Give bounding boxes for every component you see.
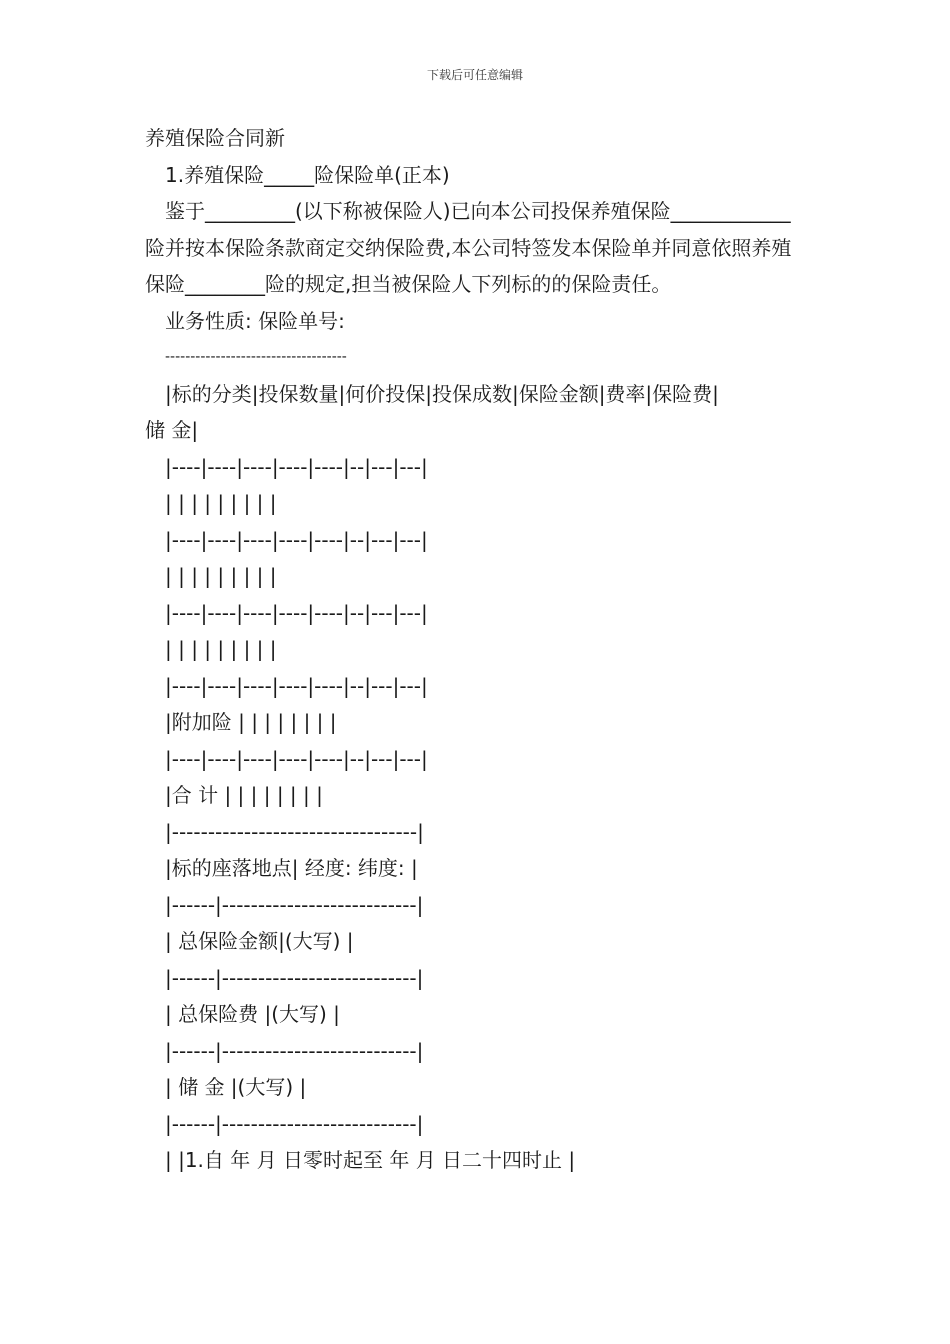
table-row: |标的座落地点| 经度: 纬度: |: [165, 856, 418, 880]
dash-rule: ------------------------------------: [165, 349, 347, 365]
table-row: |附加险 | | | | | | | |: [165, 710, 337, 734]
table-row: |----|----|----|----|----|--|---|---|: [165, 746, 428, 771]
table-row: | | | | | | | | |: [165, 564, 277, 588]
table-header-line-2: 储 金|: [145, 418, 199, 442]
table-row: |合 计 | | | | | | | |: [165, 783, 323, 807]
table-row: | 储 金 |(大写) |: [165, 1075, 307, 1099]
document-title: 养殖保险合同新: [145, 126, 285, 150]
page-header-note: 下载后可任意编辑: [426, 68, 523, 82]
table-row: | 总保险费 |(大写) |: [165, 1002, 340, 1026]
table-row: |----|----|----|----|----|--|---|---|: [165, 673, 428, 698]
table-row: |----|----|----|----|----|--|---|---|: [165, 600, 428, 625]
table-row: | | | | | | | | |: [165, 491, 277, 515]
table-row: |------|---------------------------|: [165, 1111, 424, 1136]
table-row: |----------------------------------|: [165, 819, 424, 844]
policy-subtitle: 1.养殖保险_____险保险单(正本): [165, 162, 450, 187]
table-header-line-1: |标的分类|投保数量|何价投保|投保成数|保险金额|费率|保险费|: [165, 381, 719, 406]
table-row: |------|---------------------------|: [165, 892, 424, 917]
table-row: |------|---------------------------|: [165, 965, 424, 990]
table-row: | | | | | | | | |: [165, 637, 277, 661]
policy-paragraph: 鉴于_________(以下称被保险人)已向本公司投保养殖保险____________险并按本保险条款商定交纳保险费,本公司特签发本保险单并同意依照养殖保险________险的规定,担当被保险人下列标的的保险责任。: [145, 199, 792, 296]
business-line: 业务性质: 保险单号:: [165, 308, 345, 333]
table-row: | |1.自 年 月 日零时起至 年 月 日二十四时止 |: [165, 1148, 576, 1172]
text-table: [145, 376, 809, 1179]
table-row: |----|----|----|----|----|--|---|---|: [165, 527, 428, 552]
table-row: | 总保险金额|(大写) |: [165, 929, 354, 953]
document-body: [145, 120, 809, 1179]
table-row: |----|----|----|----|----|--|---|---|: [165, 454, 428, 479]
table-row: |------|---------------------------|: [165, 1038, 424, 1063]
